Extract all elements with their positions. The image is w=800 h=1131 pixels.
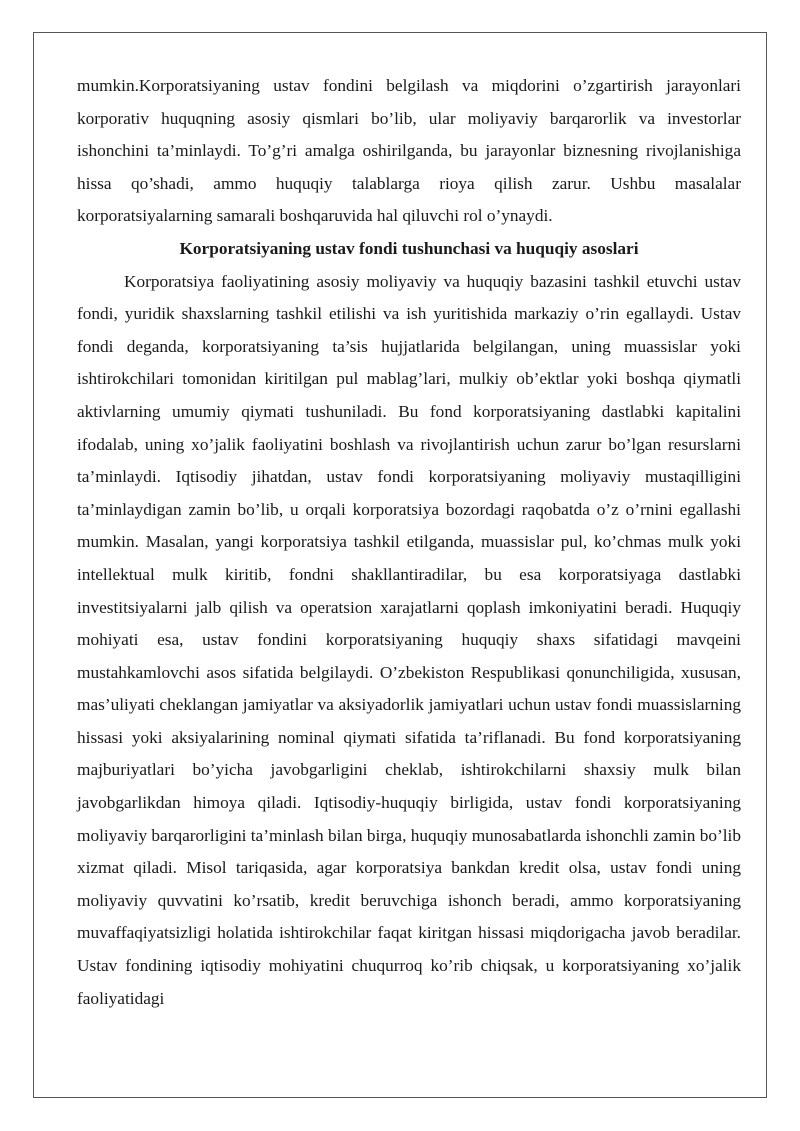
section-heading: Korporatsiyaning ustav fondi tushunchasi va huquqiy asoslari [179,238,639,258]
document-body [77,70,741,1015]
paragraph-main: Korporatsiya faoliyatining asosiy moliyaviy va huquqiy bazasini tashkil etuvchi ustav fondi, yuridik shaxslarning tashkil etilishi va ish yuritishida markaziy o’rin egallaydi. Ustav fondi deganda, korporatsiyaning ta’sis hujjatlarida belgilangan, uning muassislar yoki ishtirokchilari tomonidan kiritilgan pul mablag’lari, mulkiy ob’ektlar yoki boshqa qiymatli aktivlarning umumiy qiymati tushuniladi. Bu fond korporatsiyaning dastlabki kapitalini ifodalab, uning xo’jalik faoliyatini boshlash va rivojlantirish uchun zarur bo’lgan resurslarni ta’minlaydi. Iqtisodiy jihatdan, ustav fondi korporatsiyaning moliyaviy mustaqilligini ta’minlaydigan zamin bo’lib, u orqali korporatsiya bozordagi raqobatda o’z o’rnini egallashi mumkin. Masalan, yangi korporatsiya tashkil etilganda, muassislar pul, ko’chmas mulk yoki intellektual mulk kiritib, fondni shakllantiradilar, bu esa korporatsiyaga dastlabki investitsiyalarni jalb qilish va operatsion xarajatlarni qoplash imkoniyatini beradi. Huquqiy mohiyati esa, ustav fondini korporatsiyaning huquqiy shaxs sifatidagi mavqeini mustahkamlovchi asos sifatida belgilaydi. O’zbekiston Respublikasi qonunchiligida, xususan, mas’uliyati cheklangan jamiyatlar va aksiyadorlik jamiyatlari uchun ustav fondi muassislarning hissasi yoki aksiyalarining nominal qiymati sifatida ta’riflanadi. Bu fond korporatsiyaning majburiyatlari bo’yicha javobgarligini cheklab, ishtirokchilarni shaxsiy mulk bilan javobgarlikdan himoya qiladi. Iqtisodiy-huquqiy birligida, ustav fondi korporatsiyaning moliyaviy barqarorligini ta’minlash bilan birga, huquqiy munosabatlarda ishonchli zamin bo’lib xizmat qiladi. Misol tariqasida, agar korporatsiya bankdan kredit olsa, ustav fondi uning moliyaviy quvvatini ko’rsatib, kredit beruvchiga ishonch beradi, ammo korporatsiyaning muvaffaqiyatsizligi holatida ishtirokchilar faqat kiritgan hissasi miqdorigacha javob beradilar. Ustav fondining iqtisodiy mohiyatini chuqurroq ko’rib chiqsak, u korporatsiyaning xo’jalik faoliyatidagi [77,271,741,1008]
paragraph-continuation: mumkin.Korporatsiyaning ustav fondini belgilash va miqdorini o’zgartirish jarayonlari korporativ huquqning asosiy qismlari bo’lib, ular moliyaviy barqarorlik va investorlar ishonchini ta’minlaydi. To’g’ri amalga oshirilganda, bu jarayonlar biznesning rivojlanishiga hissa qo’shadi, ammo huquqiy talablarga rioya qilish zarur. Ushbu masalalar korporatsiyalarning samarali boshqaruvida hal qiluvchi rol o’ynaydi. [77,76,741,226]
